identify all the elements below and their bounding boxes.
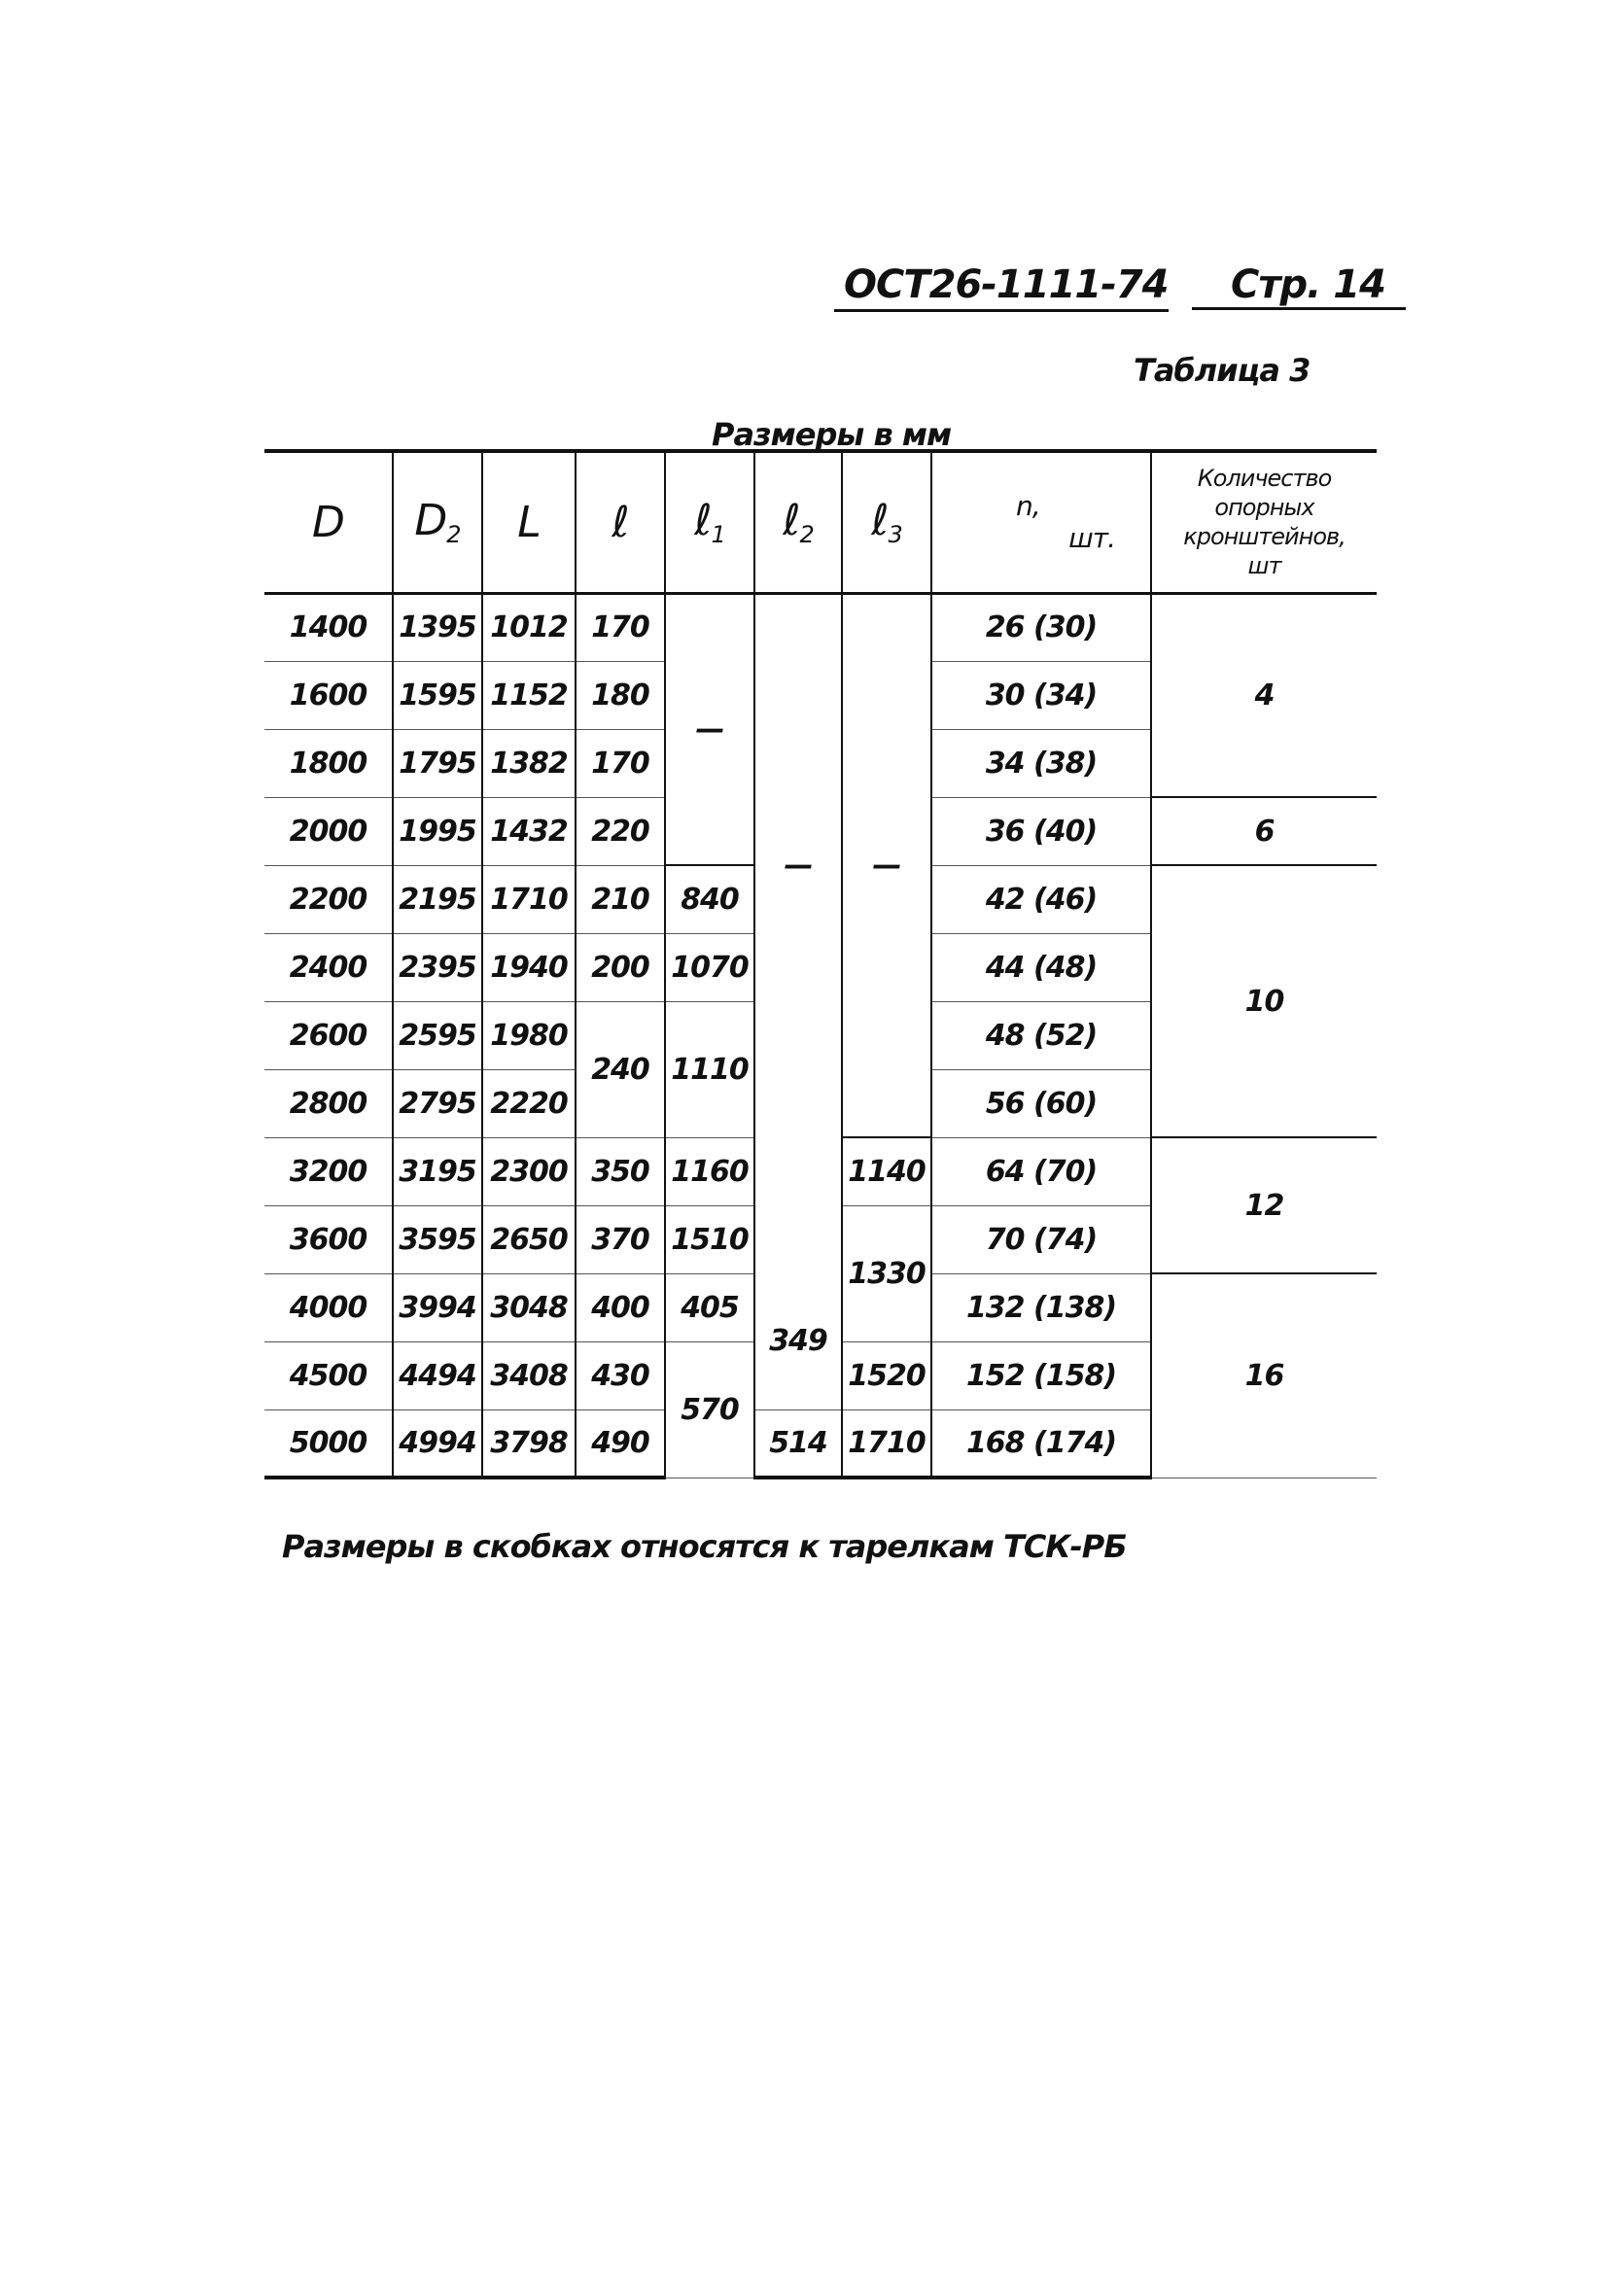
cell-n: 48 (52) <box>931 1001 1151 1069</box>
cell-l3: 1140 <box>842 1137 931 1205</box>
cell-L: 2220 <box>482 1069 576 1137</box>
cell-n: 168 (174) <box>931 1409 1151 1478</box>
cell-l3: 1710 <box>842 1409 931 1478</box>
cell-D2: 3595 <box>393 1205 482 1273</box>
table-row <box>264 593 1377 661</box>
cell-L: 3048 <box>482 1273 576 1341</box>
table-row <box>264 1273 1377 1341</box>
cell-n: 152 (158) <box>931 1341 1151 1409</box>
cell-D: 5000 <box>264 1409 393 1478</box>
cell-l1-merged: 1110 <box>665 1001 754 1137</box>
cell-L: 1432 <box>482 797 576 865</box>
cell-D: 2600 <box>264 1001 393 1069</box>
cell-l2: 514 <box>754 1409 842 1478</box>
cell-l: 220 <box>576 797 665 865</box>
cell-D: 2400 <box>264 933 393 1001</box>
cell-D2: 4994 <box>393 1409 482 1478</box>
cell-n: 64 (70) <box>931 1137 1151 1205</box>
table-row <box>264 1137 1377 1205</box>
cell-n: 26 (30) <box>931 593 1151 661</box>
cell-D2: 1995 <box>393 797 482 865</box>
cell-n: 132 (138) <box>931 1273 1151 1341</box>
cell-D2: 2195 <box>393 865 482 933</box>
header-l: ℓ <box>576 451 665 593</box>
table-label: Таблица 3 <box>1134 352 1311 389</box>
cell-D2: 2795 <box>393 1069 482 1137</box>
dimensions-table <box>264 449 1377 1479</box>
cell-n: 36 (40) <box>931 797 1151 865</box>
cell-D2: 3994 <box>393 1273 482 1341</box>
cell-n: 42 (46) <box>931 865 1151 933</box>
cell-L: 1012 <box>482 593 576 661</box>
header-l3: ℓ$_3$ <box>842 451 931 593</box>
header-D2: $D_2$ <box>393 451 482 593</box>
cell-l1-dash: — <box>665 593 754 865</box>
cell-L: 1710 <box>482 865 576 933</box>
cell-D: 4000 <box>264 1273 393 1341</box>
cell-D: 3200 <box>264 1137 393 1205</box>
cell-D: 4500 <box>264 1341 393 1409</box>
cell-L: 3798 <box>482 1409 576 1478</box>
cell-bracket-count: 16 <box>1151 1273 1377 1478</box>
cell-l3: 1520 <box>842 1341 931 1409</box>
cell-D2: 1395 <box>393 593 482 661</box>
cell-l: 170 <box>576 729 665 797</box>
cell-L: 2650 <box>482 1205 576 1273</box>
cell-D2: 1595 <box>393 661 482 729</box>
cell-l3-dash: — <box>842 593 931 1137</box>
cell-D: 2200 <box>264 865 393 933</box>
cell-D2: 3195 <box>393 1137 482 1205</box>
cell-l1: 405 <box>665 1273 754 1341</box>
cell-D: 3600 <box>264 1205 393 1273</box>
header-n: n, шт. <box>931 451 1151 593</box>
cell-l2-blank <box>754 1137 842 1273</box>
cell-L: 1980 <box>482 1001 576 1069</box>
cell-n: 56 (60) <box>931 1069 1151 1137</box>
document-code: ОСТ26-1111-74 <box>844 262 1169 307</box>
cell-l: 490 <box>576 1409 665 1478</box>
cell-bracket-count: 10 <box>1151 865 1377 1137</box>
cell-D2: 4494 <box>393 1341 482 1409</box>
cell-l: 430 <box>576 1341 665 1409</box>
cell-l: 180 <box>576 661 665 729</box>
header-D: D <box>264 451 393 593</box>
cell-l1-merged: 570 <box>665 1341 754 1478</box>
cell-l1: 1510 <box>665 1205 754 1273</box>
header-l2: ℓ$_2$ <box>754 451 842 593</box>
cell-l1: 840 <box>665 865 754 933</box>
cell-D: 2800 <box>264 1069 393 1137</box>
cell-l-merged: 240 <box>576 1001 665 1137</box>
cell-L: 3408 <box>482 1341 576 1409</box>
cell-n: 44 (48) <box>931 933 1151 1001</box>
cell-l1: 1160 <box>665 1137 754 1205</box>
cell-D: 2000 <box>264 797 393 865</box>
cell-l2-dash: — <box>754 593 842 1137</box>
document-code-underline <box>834 309 1169 312</box>
cell-l: 200 <box>576 933 665 1001</box>
header-l1: ℓ$_1$ <box>665 451 754 593</box>
footnote: Размеры в скобках относятся к тарелкам ТСК-РБ <box>282 1528 1127 1565</box>
cell-bracket-count: 6 <box>1151 797 1377 865</box>
table-header-row <box>264 451 1377 593</box>
header-bracket-count: Количество опорных кронштейнов, шт <box>1151 451 1377 593</box>
cell-n: 30 (34) <box>931 661 1151 729</box>
cell-l: 210 <box>576 865 665 933</box>
cell-n: 70 (74) <box>931 1205 1151 1273</box>
cell-l: 400 <box>576 1273 665 1341</box>
cell-bracket-count: 4 <box>1151 593 1377 797</box>
cell-l: 370 <box>576 1205 665 1273</box>
cell-D2: 1795 <box>393 729 482 797</box>
cell-D2: 2595 <box>393 1001 482 1069</box>
cell-L: 1940 <box>482 933 576 1001</box>
cell-l: 350 <box>576 1137 665 1205</box>
cell-L: 1152 <box>482 661 576 729</box>
cell-L: 2300 <box>482 1137 576 1205</box>
cell-n: 34 (38) <box>931 729 1151 797</box>
cell-l: 170 <box>576 593 665 661</box>
header-L: L <box>482 451 576 593</box>
cell-D2: 2395 <box>393 933 482 1001</box>
cell-l2-merged: 349 <box>754 1273 842 1409</box>
page-number-underline <box>1192 307 1406 310</box>
cell-D: 1400 <box>264 593 393 661</box>
page-number: Стр. 14 <box>1231 262 1385 307</box>
units-caption: Размеры в мм <box>712 416 952 453</box>
cell-D: 1800 <box>264 729 393 797</box>
cell-bracket-count: 12 <box>1151 1137 1377 1273</box>
cell-l1: 1070 <box>665 933 754 1001</box>
cell-L: 1382 <box>482 729 576 797</box>
cell-D: 1600 <box>264 661 393 729</box>
cell-l3-merged: 1330 <box>842 1205 931 1341</box>
